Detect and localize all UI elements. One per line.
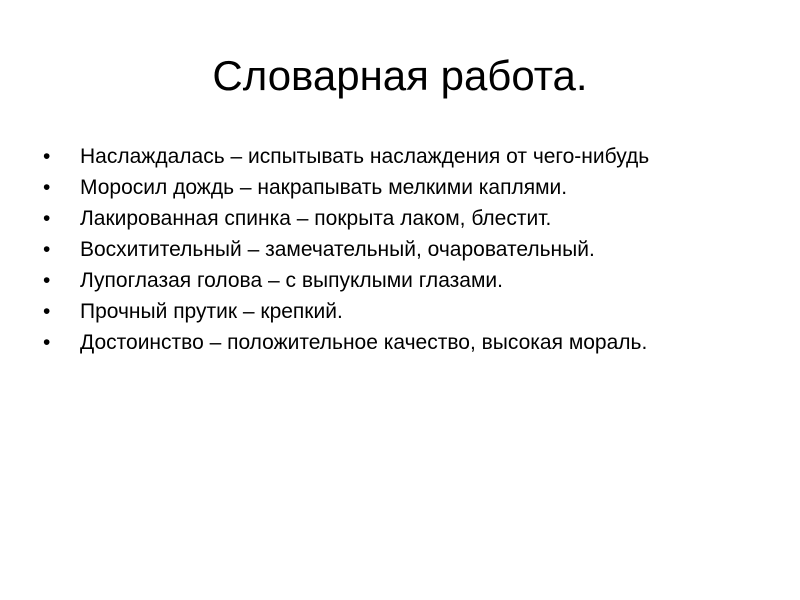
list-item-text: Прочный прутик – крепкий. [80, 300, 343, 323]
slide-title: Словарная работа. [212, 52, 588, 99]
bullet-dot-icon: • [43, 176, 51, 199]
list-item [40, 269, 760, 293]
list-item [40, 300, 760, 324]
bullet-dot-icon: • [43, 145, 51, 168]
list-item [40, 238, 760, 262]
bullet-dot-icon: • [43, 207, 51, 230]
bullet-list [40, 145, 760, 362]
bullet-dot-icon: • [43, 269, 51, 292]
bullet-dot-icon: • [43, 238, 51, 261]
list-item-text: Лупоглазая голова – с выпуклыми глазами. [80, 269, 503, 292]
list-item-text: Достоинство – положительное качество, высокая мораль. [80, 331, 648, 354]
list-item [40, 331, 760, 355]
list-item-text: Моросил дождь – накрапывать мелкими каплями. [80, 176, 568, 199]
bullet-dot-icon: • [43, 300, 51, 323]
list-item [40, 145, 760, 169]
list-item [40, 176, 760, 200]
list-item-text: Восхитительный – замечательный, очаровательный. [80, 238, 595, 261]
list-item [40, 207, 760, 231]
bullet-dot-icon: • [43, 331, 51, 354]
list-item-text: Наслаждалась – испытывать наслаждения от чего-нибудь [80, 145, 650, 168]
list-item-text: Лакированная спинка – покрыта лаком, блестит. [80, 207, 552, 230]
